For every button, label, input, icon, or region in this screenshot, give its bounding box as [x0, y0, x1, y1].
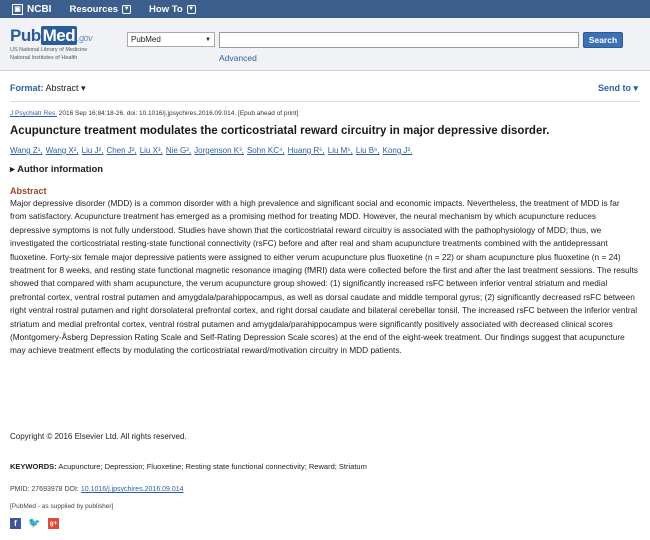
author-link[interactable]: Jorgenson K³,: [194, 146, 244, 155]
author-link[interactable]: Liu B⁶,: [355, 146, 380, 155]
article-title: Acupuncture treatment modulates the corticostriatal reward circuitry in major depressive disorder.: [10, 125, 550, 137]
caret-down-icon: ▾: [633, 83, 638, 93]
author-link[interactable]: Kong J³.: [382, 146, 413, 155]
abstract-text: Major depressive disorder (MDD) is a common disorder with a high prevalence and significant social and economic impacts. Nevertheless, the treatment of MDD is far from satisfactory. Acupuncture treatment has emerged as a promising method for treating MDD. However, the neural mechanism by which acupuncture reduces depressive symptoms is not fully understood. Studies have shown that the corticostriatal reward circuitry is associated with the pathophysiology of MDD; thus, we investigated the corticostriatal resting-state functional connectivity (rsFC) before and after real and sham acupuncture treatments combined with the antidepressant fluoxetine. Forty-six female major depressive patients were assigned to either verum acupuncture plus fluoxetine (n = 22) or sham acupuncture plus fluoxetine (n = 24) treatment for 8 weeks, and resting state functional magnetic resonance imaging (fMRI) data were collected before the first and after the last treatment sessions. The results showed that compared with sham acupuncture, the verum acupuncture group showed: (1) significantly increased rsFC between inferior ventral striatum and medial prefrontal cortex, ventral rostral putamen and amygdala/parahippocampus, as well as dorsal caudate and middle temporal gyrus; (2) significantly decreased rsFC between right ventral rostral putamen and right dorsolateral prefrontal cortex, and right dorsal caudate and bilateral cerebellar tonsil. The increased rsFC between the inferior ventral striatum and medial prefrontal cortex, ventral rostral putamen and amygdala/parahippocampus were significantly positively associated with decreased clinical scores (Montgomery-Åsberg Depression Rating Scale and Self-Rating Depression Scale scores) at the end of the eight-week treatment. Our findings suggest that acupuncture may achieve treatment effects by modulating the corticostriatal reward/motivation circuitry in MDD patients.: [10, 198, 638, 356]
chevron-down-icon: ▼: [188, 6, 195, 12]
google-plus-icon[interactable]: g+: [48, 518, 59, 529]
ncbi-label: NCBI: [27, 3, 52, 15]
author-link[interactable]: Liu M⁵,: [327, 146, 353, 155]
logo-sub-2: National Institutes of Health: [10, 55, 78, 61]
search-input[interactable]: [219, 32, 579, 48]
author-link[interactable]: Wang Z¹,: [10, 146, 43, 155]
pmid-doi-line: [10, 486, 184, 493]
howto-label: How To: [149, 3, 183, 15]
search-button[interactable]: Search: [583, 32, 623, 48]
author-link[interactable]: Chen J²,: [106, 146, 137, 155]
journal-link[interactable]: J Psychiatr Res.: [10, 110, 57, 117]
howto-menu[interactable]: [149, 4, 196, 15]
doi-link[interactable]: 10.1016/j.jpsychires.2016.09.014: [80, 486, 184, 493]
citation-details: 2016 Sep 16;84:18-26. doi: 10.1016/j.jpsychires.2016.09.014. [Epub ahead of print]: [56, 110, 299, 117]
chevron-down-icon: ▼: [205, 36, 211, 43]
database-select[interactable]: [127, 32, 215, 47]
author-link[interactable]: Sohn KC⁴,: [246, 146, 285, 155]
ncbi-home-link[interactable]: [12, 4, 51, 15]
citation: [10, 110, 298, 117]
display-options-row: [0, 81, 650, 97]
pubmed-logo[interactable]: [10, 26, 92, 62]
author-link[interactable]: Wang X²,: [45, 146, 79, 155]
author-information-label: Author information: [17, 164, 104, 175]
logo-gov: .gov: [77, 33, 93, 43]
database-value: PubMed: [131, 35, 161, 44]
pubmed-source-status: [PubMed - as supplied by publisher]: [10, 503, 114, 510]
send-to-label: Send to: [597, 83, 631, 93]
logo-pub: Pub: [10, 26, 41, 45]
logo-med: Med: [42, 26, 76, 45]
keywords: [10, 462, 367, 471]
chevron-down-icon: ▼: [123, 6, 130, 12]
pmid-text: PMID: 27693978 DOI:: [10, 486, 81, 493]
advanced-search-link[interactable]: Advanced: [219, 53, 257, 63]
author-link[interactable]: Huang R⁵,: [287, 146, 325, 155]
ncbi-logo-icon: ▣: [12, 4, 23, 15]
author-link[interactable]: Liu X³,: [139, 146, 163, 155]
format-label: Format:: [10, 83, 44, 93]
resources-menu[interactable]: [69, 4, 131, 15]
copyright-notice: Copyright © 2016 Elsevier Ltd. All rights reserved.: [10, 432, 187, 441]
share-icons: [10, 518, 59, 529]
author-link[interactable]: Liu J²,: [81, 146, 104, 155]
ncbi-top-bar: [0, 0, 650, 18]
keywords-list: Acupuncture; Depression; Fluoxetine; Resting state functional connectivity; Reward; Striatum: [56, 462, 367, 471]
caret-down-icon: ▾: [81, 83, 86, 93]
facebook-icon[interactable]: f: [10, 518, 21, 529]
format-selector[interactable]: [10, 83, 86, 94]
logo-sub-1: US National Library of Medicine: [10, 47, 88, 53]
resources-label: Resources: [69, 3, 119, 15]
author-information-toggle[interactable]: [10, 164, 103, 175]
send-to-menu[interactable]: [598, 83, 638, 94]
divider: [10, 101, 640, 102]
expand-icon: ▸: [10, 164, 15, 175]
pubmed-header: [0, 18, 650, 71]
format-value: Abstract: [45, 83, 79, 93]
keywords-label: KEYWORDS:: [10, 462, 57, 471]
abstract-heading: Abstract: [10, 186, 47, 196]
author-link[interactable]: Nie G²,: [165, 146, 192, 155]
author-list: [10, 146, 415, 155]
twitter-icon[interactable]: 🐦: [28, 518, 41, 529]
